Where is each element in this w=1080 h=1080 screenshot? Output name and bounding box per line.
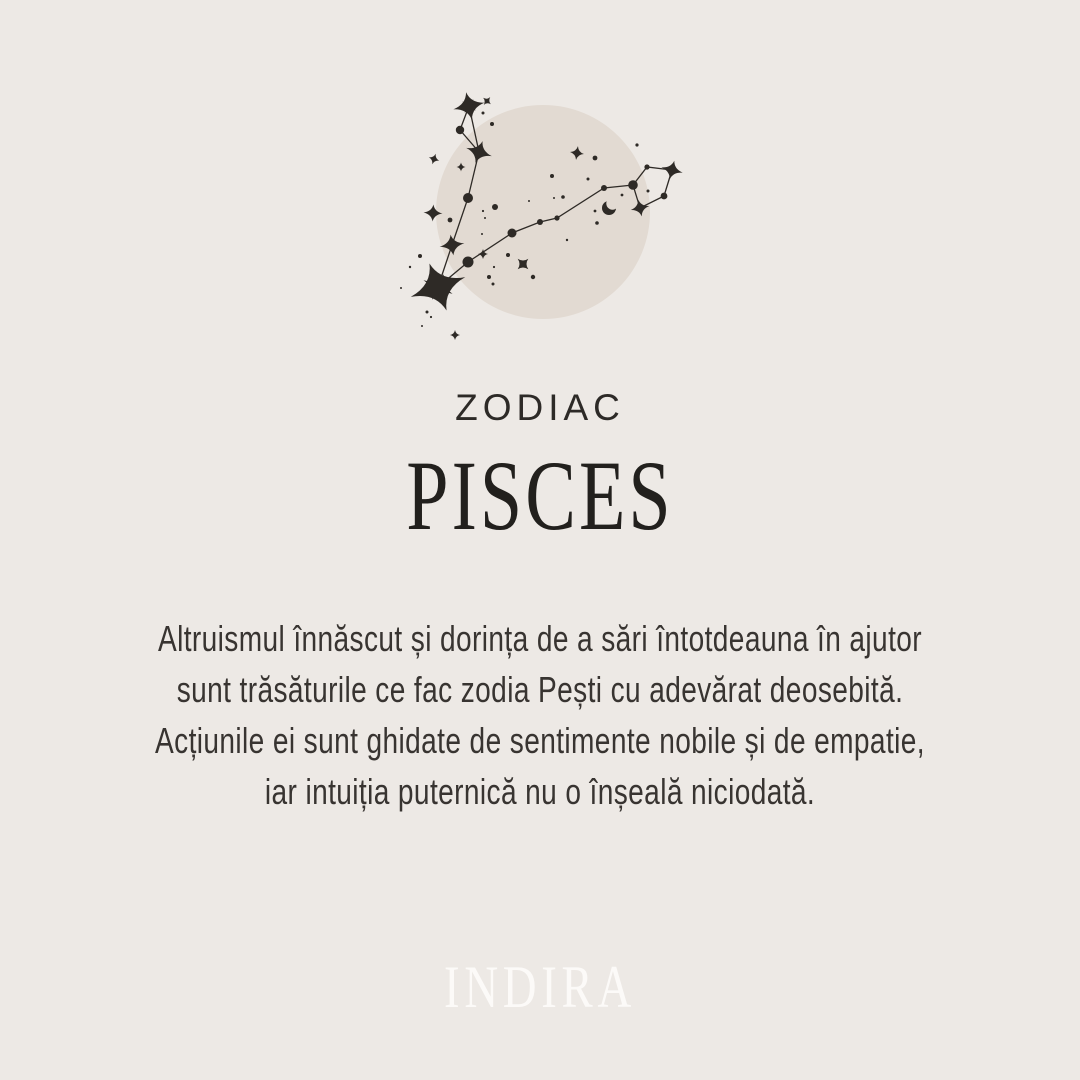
zodiac-kicker: ZODIAC [455, 387, 625, 428]
brand-logo: INDIRA [444, 954, 636, 1020]
sign-description [119, 613, 961, 817]
backdrop-circle [436, 105, 650, 319]
description-line: iar intuiția puternică nu o înșeală niciodată. [264, 771, 816, 812]
description-line: sunt trăsăturile ce fac zodia Pești cu adevărat deosebită. [176, 669, 904, 710]
description-line: Altruismul înnăscut și dorința de a sări întotdeauna în ajutor [157, 618, 923, 659]
pisces-constellation-illustration [390, 85, 710, 345]
description-line: Acțiunile ei sunt ghidate de sentimente nobile și de empatie, [155, 720, 925, 761]
top-starburst-icon [450, 89, 487, 123]
sign-title: PISCES [406, 440, 674, 551]
